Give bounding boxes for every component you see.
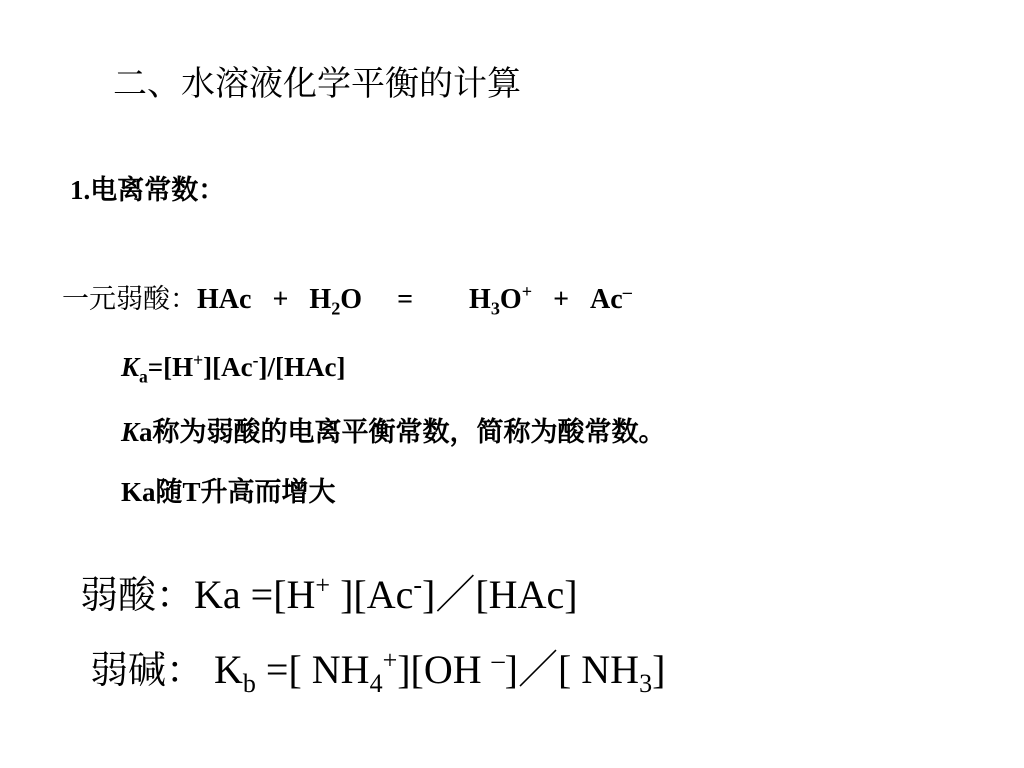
section-title: 二、水溶液化学平衡的计算 [113, 64, 521, 104]
plus-sign: + [272, 284, 289, 315]
ka-expression: $K_a=[H^+][Ac^-]/[HAc]$ [121, 350, 346, 387]
equals-sign: = [397, 284, 414, 315]
sub-heading-text: 电离常数： [90, 175, 226, 206]
sub-heading-number: 1. [70, 175, 91, 205]
product-hydronium: $H_3O^+$ [469, 281, 533, 319]
ka-definition: Ka称为弱酸的电离平衡常数，简称为酸常数。 [121, 417, 666, 448]
sub-heading [70, 168, 225, 207]
weak-acid-formula [80, 563, 578, 620]
weak-base-formula [90, 638, 666, 698]
plus-sign-2: + [553, 284, 570, 315]
weak-base-expression: $K_b$ =[ $NH_4^+][OH$ –]／[ $NH_3$] [214, 645, 666, 698]
weak-acid-label: 弱酸： [80, 573, 195, 617]
reaction-equation [62, 277, 632, 319]
weak-acid-expression: Ka =[H+ ][Ac-]／[HAc] [194, 570, 578, 617]
reaction-label: 一元弱酸： [62, 284, 197, 315]
reactant-water: $H_2O$ [309, 284, 363, 319]
weak-base-label: 弱碱： [90, 648, 205, 692]
product-acetate: Ac– [590, 281, 632, 315]
reactant-hac: HAc [197, 284, 252, 315]
ka-temperature-note: Ka随T升高而增大 [121, 477, 336, 508]
